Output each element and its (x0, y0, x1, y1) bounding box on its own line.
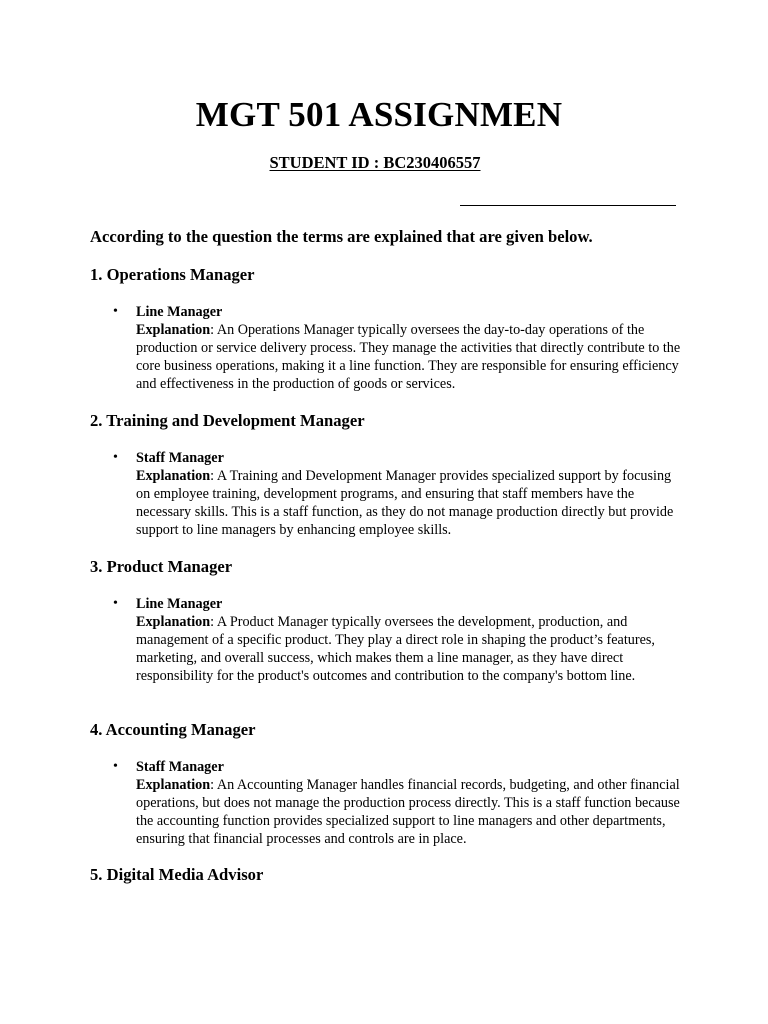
page-title: MGT 501 ASSIGNMEN (195, 95, 563, 134)
list-item (113, 758, 681, 848)
explanation-text: : An Accounting Manager handles financial records, budgeting, and other financial operations, but does not manage the production process directly. This is a staff function because the accounting function provides specialized support to line managers and other departments, ensuring that financial processes and controls are in place. (136, 777, 680, 847)
list-item (113, 303, 681, 393)
bullet-icon: • (113, 759, 118, 774)
explanation-label: Explanation (136, 468, 211, 484)
list-item (113, 449, 681, 539)
bullet-icon: • (113, 596, 118, 611)
bullet-icon: • (113, 304, 118, 319)
explanation-text: : A Training and Development Manager provides specialized support by focusing on employee training, development programs, and ensuring that staff members have the necessary skills. This is a staff function, as they do not manage production directly but provide support to line managers by enhancing employee skills. (136, 468, 674, 538)
role-label: Line Manager (136, 304, 223, 320)
explanation-label: Explanation (136, 322, 211, 338)
explanation-text: : An Operations Manager typically oversees the day-to-day operations of the production or service delivery process. They manage the activities that directly contribute to the core business operations, making it a line function. They are responsible for ensuring efficiency and effectiveness in the production of goods or services. (136, 322, 681, 392)
explanation-text: : A Product Manager typically oversees the development, production, and management of a specific product. They play a direct role in shaping the product’s features, marketing, and overall success, which makes them a line manager, as they have direct responsibility for the product's outcomes and contribution to the company's bottom line. (136, 614, 655, 684)
horizontal-rule (460, 205, 676, 206)
explanation-label: Explanation (136, 614, 211, 630)
student-id: STUDENT ID : BC230406557 (269, 153, 481, 172)
section-heading-accounting-manager: 4. Accounting Manager (90, 720, 256, 739)
section-heading-training-development-manager: 2. Training and Development Manager (90, 411, 365, 430)
explanation-label: Explanation (136, 777, 211, 793)
intro-text: According to the question the terms are explained that are given below. (90, 227, 593, 246)
section-heading-digital-media-advisor: 5. Digital Media Advisor (90, 865, 264, 884)
section-heading-operations-manager: 1. Operations Manager (90, 265, 255, 284)
list-item (113, 595, 681, 685)
bullet-icon: • (113, 450, 118, 465)
role-label: Line Manager (136, 596, 223, 612)
role-label: Staff Manager (136, 759, 224, 775)
role-label: Staff Manager (136, 450, 224, 466)
section-heading-product-manager: 3. Product Manager (90, 557, 233, 576)
